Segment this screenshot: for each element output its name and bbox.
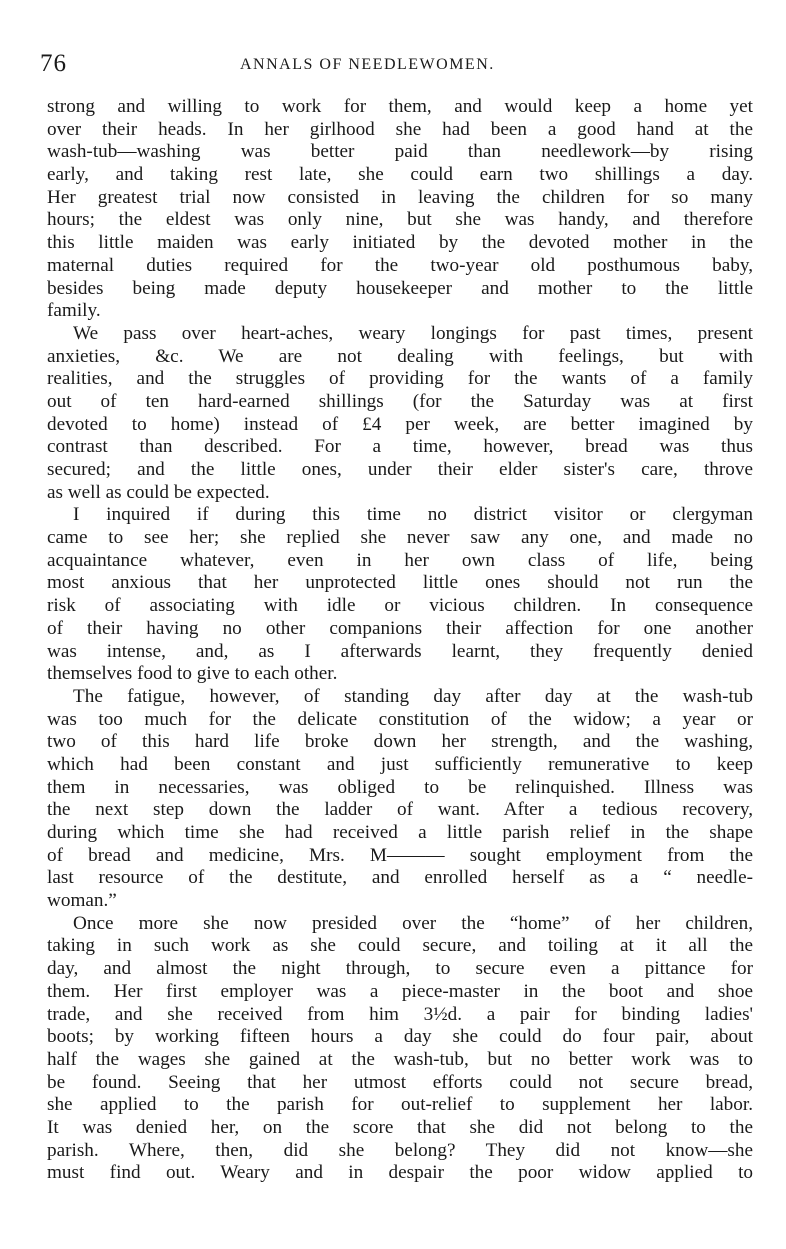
text-line: must find out. Weary and in despair the poor widow applied to xyxy=(47,1162,753,1184)
text-line: of their having no other companions their affection for one another xyxy=(47,617,753,639)
text-line: came to see her; she replied she never saw any one, and made no xyxy=(47,527,753,549)
text-line: them. Her first employer was a piece-master in the boot and shoe xyxy=(47,980,753,1002)
text-line: Her greatest trial now consisted in leaving the children for so many xyxy=(47,186,753,208)
text-line: trade, and she received from him 3½d. a pair for binding ladies' xyxy=(47,1003,753,1025)
text-line: parish. Where, then, did she belong? They did not know—she xyxy=(47,1139,753,1161)
text-line: devoted to home) instead of £4 per week, are better imagined by xyxy=(47,413,753,435)
text-line: over their heads. In her girlhood she had been a good hand at the xyxy=(47,118,753,140)
text-line: day, and almost the night through, to secure even a pittance for xyxy=(47,958,753,980)
paragraph-start-line: Once more she now presided over the “home” of her children, xyxy=(73,912,753,934)
text-line: anxieties, &c. We are not dealing with feelings, but with xyxy=(47,345,753,367)
text-line: realities, and the struggles of providing for the wants of a family xyxy=(47,368,753,390)
text-line: besides being made deputy housekeeper and mother to the little xyxy=(47,277,753,299)
text-line: out of ten hard-earned shillings (for the Saturday was at first xyxy=(47,390,753,412)
text-line: two of this hard life broke down her strength, and the washing, xyxy=(47,731,753,753)
text-line: hours; the eldest was only nine, but she was handy, and therefore xyxy=(47,209,753,231)
text-line: risk of associating with idle or vicious children. In consequence xyxy=(47,595,753,617)
text-line: maternal duties required for the two-year old posthumous baby, xyxy=(47,254,753,276)
text-line: this little maiden was early initiated by the devoted mother in the xyxy=(47,232,753,254)
text-line: family. xyxy=(47,300,101,322)
running-head: ANNALS OF NEEDLEWOMEN. xyxy=(240,56,495,73)
text-line: was too much for the delicate constitution of the widow; a year or xyxy=(47,708,753,730)
paragraph-start-line: We pass over heart-aches, weary longings for past times, present xyxy=(73,322,753,344)
text-line: of bread and medicine, Mrs. M——— sought employment from the xyxy=(47,844,753,866)
page-header xyxy=(40,50,740,80)
body-text xyxy=(47,96,753,1185)
text-line: taking in such work as she could secure, and toiling at it all the xyxy=(47,935,753,957)
text-line: last resource of the destitute, and enrolled herself as a “ needle- xyxy=(47,867,753,889)
text-line: secured; and the little ones, under their elder sister's care, throve xyxy=(47,459,753,480)
text-line: half the wages she gained at the wash-tub, but no better work was to xyxy=(47,1048,753,1070)
text-line: boots; by working fifteen hours a day she could do four pair, about xyxy=(47,1026,753,1048)
text-line: during which time she had received a little parish relief in the shape xyxy=(47,822,753,843)
text-line: themselves food to give to each other. xyxy=(47,663,338,685)
text-line: as well as could be expected. xyxy=(47,481,270,503)
text-line: strong and willing to work for them, and would keep a home yet xyxy=(47,96,753,117)
text-line: which had been constant and just sufficiently remunerative to keep xyxy=(47,753,753,775)
text-line: early, and taking rest late, she could earn two shillings a day. xyxy=(47,164,753,186)
text-line: contrast than described. For a time, however, bread was thus xyxy=(47,436,753,458)
text-line: be found. Seeing that her utmost efforts could not secure bread, xyxy=(47,1071,753,1093)
text-line: the next step down the ladder of want. After a tedious recovery, xyxy=(47,799,753,821)
text-line: she applied to the parish for out-relief to supplement her labor. xyxy=(47,1094,753,1116)
text-line: acquaintance whatever, even in her own class of life, being xyxy=(47,549,753,571)
text-line: them in necessaries, was obliged to be relinquished. Illness was xyxy=(47,776,753,798)
paragraph-start-line: I inquired if during this time no district visitor or clergyman xyxy=(73,504,753,526)
text-line: It was denied her, on the score that she did not belong to the xyxy=(47,1116,753,1138)
page-number: 76 xyxy=(40,50,67,77)
text-line: wash-tub—washing was better paid than needlework—by rising xyxy=(47,141,753,163)
text-line: woman.” xyxy=(47,890,117,912)
text-line: was intense, and, as I afterwards learnt, they frequently denied xyxy=(47,640,753,662)
paragraph-start-line: The fatigue, however, of standing day after day at the wash-tub xyxy=(73,685,753,707)
text-line: most anxious that her unprotected little ones should not run the xyxy=(47,572,753,594)
